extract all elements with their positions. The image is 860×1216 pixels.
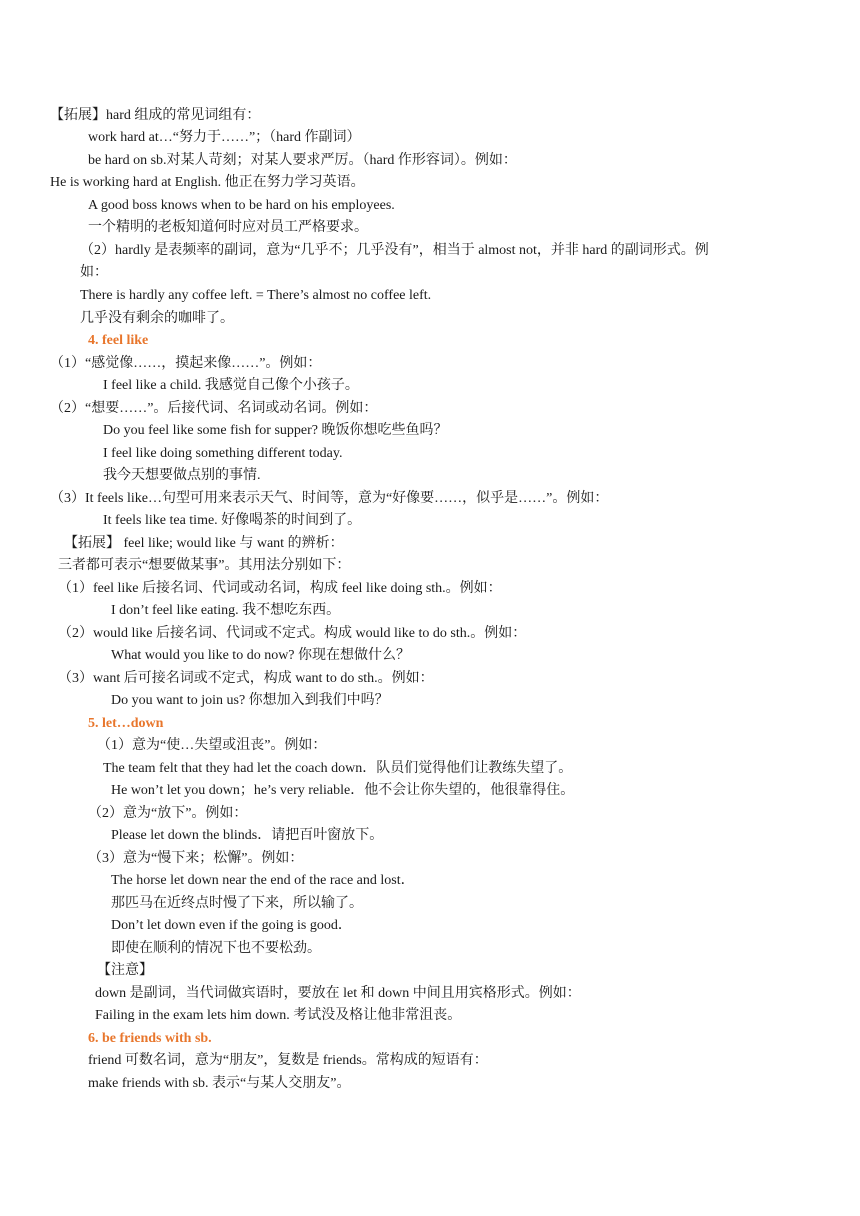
text-line: The horse let down near the end of the race and lost． (111, 873, 415, 888)
text-line: （3）It feels like…句型可用来表示天气、时间等，意为“好像要……，似乎是……”。例如： (50, 491, 609, 506)
text-line: （2）意为“放下”。例如： (88, 806, 248, 821)
text-line: A good boss knows when to be hard on his employees. (88, 198, 395, 213)
text-line: （3）want 后可接名词或不定式，构成 want to do sth.。例如： (58, 671, 434, 686)
text-line: be hard on sb.对某人苛刻；对某人要求严厉。（hard 作形容词）。例如： (88, 153, 517, 168)
text-line: Don’t let down even if the going is good． (111, 918, 352, 933)
text-line: 【拓展】 feel like; would like 与 want 的辨析： (64, 536, 344, 551)
text-line: （2）would like 后接名词、代词或不定式。构成 would like to do sth.。例如： (58, 626, 527, 641)
text-line: Do you feel like some fish for supper? 晚饭你想吃些鱼吗？ (103, 423, 448, 438)
text-line: down 是副词，当代词做宾语时，要放在 let 和 down 中间且用宾格形式。例如： (95, 986, 581, 1001)
text-line: （1）“感觉像……，摸起来像……”。例如： (50, 356, 322, 371)
text-line: Failing in the exam lets him down. 考试没及格让他非常沮丧。 (95, 1008, 462, 1023)
text-line: 【注意】 (97, 963, 153, 978)
text-line: He won’t let you down；he’s very reliable．他不会让你失望的，他很靠得住。 (111, 783, 575, 798)
text-line: （2）hardly 是表频率的副词，意为“几乎不；几乎没有”，相当于 almost not，并非 hard 的副词形式。例 (80, 243, 709, 258)
text-line: Please let down the blinds．请把百叶窗放下。 (111, 828, 384, 843)
section-heading: 5. let…down (88, 716, 164, 731)
text-line: He is working hard at English. 他正在努力学习英语。 (50, 175, 365, 190)
text-line: The team felt that they had let the coach down．队员们觉得他们让教练失望了。 (103, 761, 573, 776)
text-line: I feel like doing something different today. (103, 446, 343, 461)
text-line: There is hardly any coffee left. = There’s almost no coffee left. (80, 288, 432, 303)
text-line: friend 可数名词，意为“朋友”，复数是 friends。常构成的短语有： (88, 1053, 488, 1068)
text-line: What would you like to do now? 你现在想做什么？ (111, 648, 411, 663)
text-line: 如： (80, 265, 108, 280)
text-line: 我今天想要做点别的事情. (103, 468, 261, 483)
text-line: 即使在顺利的情况下也不要松劲。 (111, 941, 321, 956)
text-line: （1）意为“使…失望或沮丧”。例如： (97, 738, 327, 753)
section-heading: 4. feel like (88, 333, 149, 348)
section-heading: 6. be friends with sb. (88, 1031, 212, 1046)
text-line: （2）“想要……”。后接代词、名词或动名词。例如： (50, 401, 378, 416)
text-line: 一个精明的老板知道何时应对员工严格要求。 (88, 220, 368, 235)
text-line: make friends with sb. 表示“与某人交朋友”。 (88, 1076, 351, 1091)
text-line: 三者都可表示“想要做某事”。其用法分别如下： (58, 558, 351, 573)
text-line: 几乎没有剩余的咖啡了。 (80, 311, 234, 326)
text-line: I feel like a child. 我感觉自己像个小孩子。 (103, 378, 359, 393)
text-line: It feels like tea time. 好像喝茶的时间到了。 (103, 513, 362, 528)
text-line: work hard at…“努力于……”；（hard 作副词） (88, 130, 361, 145)
text-line: Do you want to join us? 你想加入到我们中吗？ (111, 693, 389, 708)
text-line: I don’t feel like eating. 我不想吃东西。 (111, 603, 341, 618)
text-line: （1）feel like 后接名词、代词或动名词，构成 feel like doing sth.。例如： (58, 581, 502, 596)
text-line: （3）意为“慢下来；松懈”。例如： (88, 851, 304, 866)
text-line: 那匹马在近终点时慢了下来，所以输了。 (111, 896, 363, 911)
text-line: 【拓展】hard 组成的常见词组有： (50, 108, 261, 123)
